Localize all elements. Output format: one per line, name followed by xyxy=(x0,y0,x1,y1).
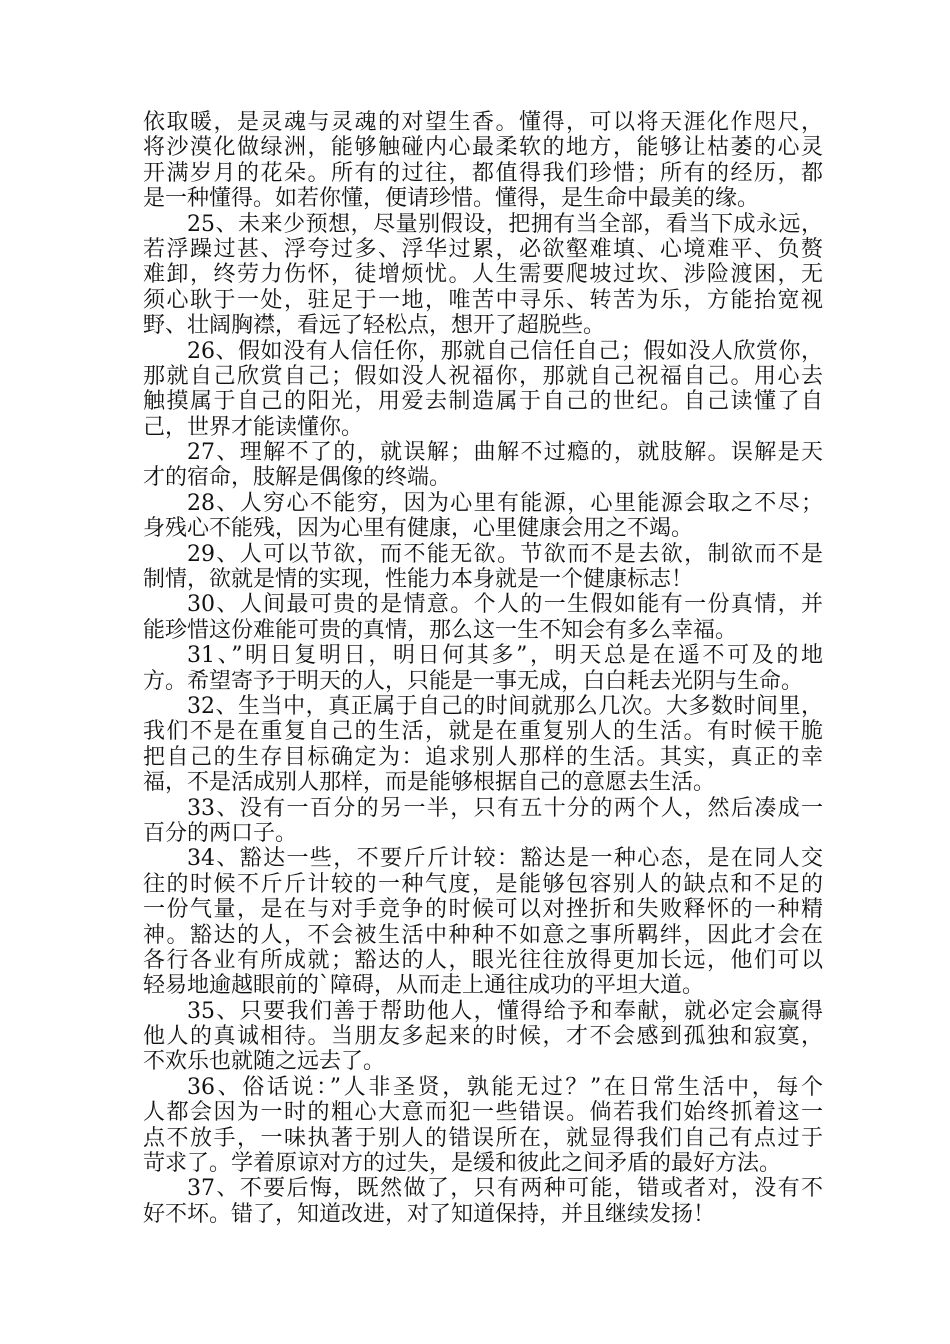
document-body xyxy=(143,110,823,1227)
text-line: 30、人间最可贵的是情意。个人的一生假如能有一份真情，并 xyxy=(187,592,823,618)
text-line: 28、人穷心不能穷，因为心里有能源，心里能源会取之不尽； xyxy=(187,490,823,516)
text-line: 才的宿命，肢解是偶像的终端。 xyxy=(143,465,452,491)
text-line: 不欢乐也就随之远去了。 xyxy=(143,1049,386,1075)
text-line: 29、人可以节欲，而不能无欲。节欲而不是去欲，制欲而不是 xyxy=(187,541,823,567)
text-line: 往的时候不斤斤计较的一种气度，是能够包容别人的缺点和不足的 xyxy=(143,871,823,897)
text-line: 方。希望寄予于明天的人，只能是一事无成，白白耗去光阴与生命。 xyxy=(143,668,804,694)
text-line: 我们不是在重复自己的生活，就是在重复别人的生活。有时候干脆 xyxy=(143,719,823,745)
text-line: 开满岁月的花朵。所有的过往，都值得我们珍惜；所有的经历，都 xyxy=(143,160,823,186)
text-line: 好不坏。错了，知道改进，对了知道保持，并且继续发扬！ xyxy=(143,1201,716,1227)
text-line: 25、未来少预想，尽量别假设，把拥有当全部，看当下成永远， xyxy=(187,211,823,237)
text-line: 将沙漠化做绿洲，能够触碰内心最柔软的地方，能够让枯萎的心灵 xyxy=(143,135,823,161)
text-line: 制情，欲就是情的实现，性能力本身就是一个健康标志！ xyxy=(143,567,694,593)
text-line: 27、理解不了的，就误解；曲解不过瘾的，就肢解。误解是天 xyxy=(187,440,823,466)
text-line: 野、壮阔胸襟，看远了轻松点，想开了超脱些。 xyxy=(143,313,606,339)
text-line: 是一种懂得。如若你懂，便请珍惜。懂得，是生命中最美的缘。 xyxy=(143,186,760,212)
text-line: 依取暖，是灵魂与灵魂的对望生香。懂得，可以将天涯化作咫尺， xyxy=(143,110,823,135)
text-line: 福，不是活成别人那样，而是能够根据自己的意愿去生活。 xyxy=(143,770,716,796)
text-line: 把自己的生存目标确定为：追求别人那样的生活。其实，真正的幸 xyxy=(143,744,823,770)
text-line: 己，世界才能读懂你。 xyxy=(143,414,364,440)
text-line: 百分的两口子。 xyxy=(143,820,298,846)
text-line: 各行各业有所成就；豁达的人，眼光往往放得更加长远，他们可以 xyxy=(143,947,823,973)
text-line: 苛求了。学着原谅对方的过失，是缓和彼此之间矛盾的最好方法。 xyxy=(143,1151,782,1177)
text-line: 点不放手，一味执著于别人的错误所在，就显得我们自己有点过于 xyxy=(143,1125,823,1151)
text-line: 37、不要后悔，既然做了，只有两种可能，错或者对，没有不 xyxy=(187,1176,823,1202)
text-line: 36、俗话说：”人非圣贤，孰能无过？”在日常生活中，每个 xyxy=(187,1074,823,1100)
text-line: 他人的真诚相待。当朋友多起来的时候，才不会感到孤独和寂寞， xyxy=(143,1024,823,1050)
text-line: 33、没有一百分的另一半，只有五十分的两个人，然后凑成一 xyxy=(187,795,823,821)
text-line: 轻易地逾越眼前的`障碍，从而走上通往成功的平坦大道。 xyxy=(143,973,705,999)
text-line: 若浮躁过甚、浮夸过多、浮华过累，必欲壑难填、心境难平、负赘 xyxy=(143,236,823,262)
text-line: 触摸属于自己的阳光，用爱去制造属于自己的世纪。自己读懂了自 xyxy=(143,389,823,415)
text-line: 能珍惜这份难能可贵的真情，那么这一生不知会有多么幸福。 xyxy=(143,617,738,643)
text-line: 32、生当中，真正属于自己的时间就那么几次。大多数时间里， xyxy=(187,693,823,719)
text-line: 难卸，终劳力伤怀，徒增烦忧。人生需要爬坡过坎、涉险渡困，无 xyxy=(143,262,823,288)
text-line: 34、豁达一些，不要斤斤计较：豁达是一种心态，是在同人交 xyxy=(187,846,823,872)
text-line: 26、假如没有人信任你，那就自己信任自己；假如没人欣赏你， xyxy=(187,338,823,364)
text-line: 一份气量，是在与对手竞争的时候可以对挫折和失败释怀的一种精 xyxy=(143,897,823,923)
text-line: 身残心不能残，因为心里有健康，心里健康会用之不竭。 xyxy=(143,516,694,542)
text-line: 31、”明日复明日，明日何其多”，明天总是在遥不可及的地 xyxy=(187,643,823,669)
text-line: 神。豁达的人，不会被生活中种种不如意之事所羁绊，因此才会在 xyxy=(143,922,823,948)
text-line: 人都会因为一时的粗心大意而犯一些错误。倘若我们始终抓着这一 xyxy=(143,1100,823,1126)
text-line: 35、只要我们善于帮助他人，懂得给予和奉献，就必定会赢得 xyxy=(187,998,823,1024)
text-line: 须心耿于一处，驻足于一地，唯苦中寻乐、转苦为乐，方能抬宽视 xyxy=(143,287,823,313)
text-line: 那就自己欣赏自己；假如没人祝福你，那就自己祝福自己。用心去 xyxy=(143,363,823,389)
